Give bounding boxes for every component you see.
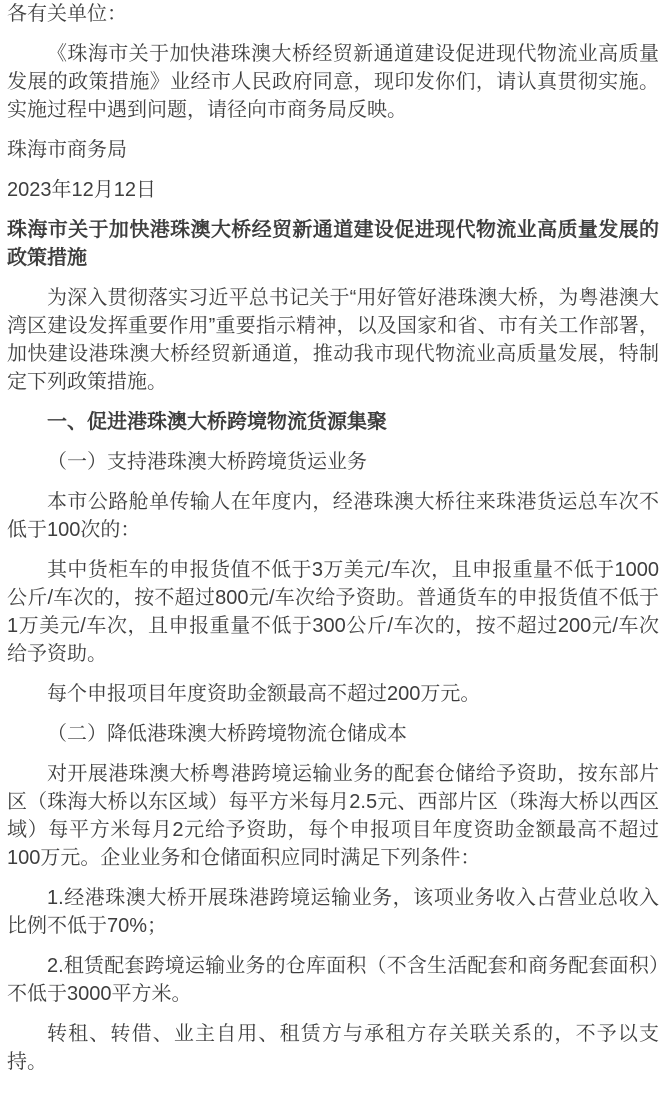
section-1-heading: 一、促进港珠澳大桥跨境物流货源集聚	[47, 411, 387, 433]
forward-notice-paragraph: 《珠海市关于加快港珠澳大桥经贸新通道建设促进现代物流业高质量发展的政策措施》业经市人民政府同意，现印发你们，请认真贯彻实施。实施过程中遇到问题，请径向市商务局反映。	[7, 43, 659, 121]
section-1-item-1-paragraph-2: 其中货柜车的申报货值不低于3万美元/车次，且申报重量不低于1000公斤/车次的，按不超过800元/车次给予资助。普通货车的申报货值不低于1万美元/车次，且申报重量不低于300公斤/车次的，按不超过200元/车次给予资助。	[7, 559, 659, 665]
section-1-item-1-paragraph-1: 本市公路舱单传输人在年度内，经港珠澳大桥往来珠港货运总车次不低于100次的：	[7, 491, 659, 541]
section-1-item-1-paragraph-3: 每个申报项目年度资助金额最高不超过200万元。	[47, 683, 481, 705]
section-1-item-1-heading: （一）支持港珠澳大桥跨境货运业务	[47, 451, 367, 473]
issue-date: 2023年12月12日	[7, 179, 156, 201]
section-1-item-2-heading: （二）降低港珠澳大桥跨境物流仓储成本	[47, 723, 407, 745]
section-1-item-2-paragraph-1: 对开展港珠澳大桥粤港跨境运输业务的配套仓储给予资助，按东部片区（珠海大桥以东区域）每平方米每月2.5元、西部片区（珠海大桥以西区域）每平方米每月2元给予资助，每个申报项目年度资助金额最高不超过100万元。企业业务和仓储面积应同时满足下列条件：	[7, 763, 659, 869]
salutation: 各有关单位：	[7, 3, 127, 25]
section-1-item-2-paragraph-2: 转租、转借、业主自用、租赁方与承租方存关联关系的，不予以支持。	[7, 1023, 659, 1073]
section-1-item-2-condition-1: 1.经港珠澳大桥开展珠港跨境运输业务，该项业务收入占营业总收入比例不低于70%；	[7, 887, 659, 937]
issuer-signature: 珠海市商务局	[7, 139, 127, 161]
preamble-paragraph: 为深入贯彻落实习近平总书记关于“用好管好港珠澳大桥，为粤港澳大湾区建设发挥重要作用”重要指示精神，以及国家和省、市有关工作部署，加快建设港珠澳大桥经贸新通道，推动我市现代物流业高质量发展，特制定下列政策措施。	[7, 287, 659, 393]
policy-title: 珠海市关于加快港珠澳大桥经贸新通道建设促进现代物流业高质量发展的政策措施	[7, 219, 659, 269]
section-1-item-2-condition-2: 2.租赁配套跨境运输业务的仓库面积（不含生活配套和商务配套面积）不低于3000平方米。	[7, 955, 659, 1005]
